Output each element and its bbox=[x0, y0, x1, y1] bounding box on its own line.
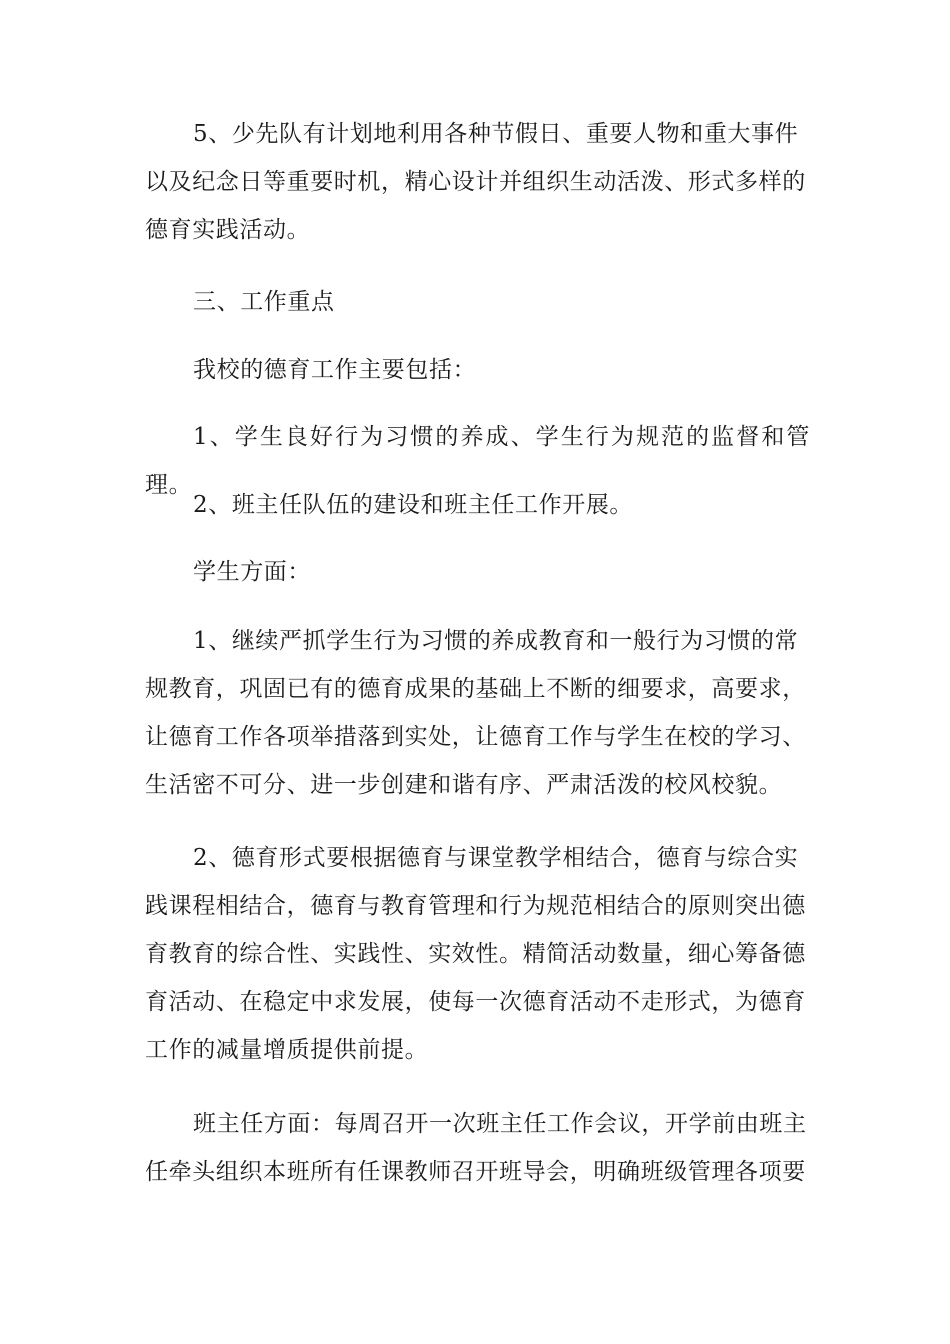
section-heading-work-focus bbox=[145, 278, 810, 326]
paragraph-students-item-2 bbox=[145, 834, 810, 1074]
paragraph-students-item-1 bbox=[145, 617, 810, 809]
text-line: 1、继续严抓学生行为习惯的养成教育和一般行为习惯的常 bbox=[193, 628, 799, 654]
text-line: 班主任方面：每周召开一次班主任工作会议，开学前由班主 bbox=[193, 1111, 807, 1137]
text-line: 育教育的综合性、实践性、实效性。精简活动数量，细心筹备德 bbox=[145, 941, 806, 967]
list-item-2 bbox=[145, 481, 810, 529]
text-line: 2、班主任队伍的建设和班主任工作开展。 bbox=[193, 492, 634, 518]
text-line: 践课程相结合，德育与教育管理和行为规范相结合的原则突出德 bbox=[145, 893, 806, 919]
text-line: 1、学生良好行为习惯的养成、学生行为规范的监督和管理。 bbox=[145, 424, 810, 498]
text-line: 生活密不可分、进一步创建和谐有序、严肃活泼的校风校貌。 bbox=[145, 772, 783, 798]
text-line: 工作的减量增质提供前提。 bbox=[145, 1037, 429, 1063]
text-line: 以及纪念日等重要时机，精心设计并组织生动活泼、形式多样的 bbox=[145, 169, 806, 195]
text-line: 2、德育形式要根据德育与课堂教学相结合，德育与综合实 bbox=[193, 845, 799, 871]
text-line: 我校的德育工作主要包括： bbox=[193, 357, 477, 383]
paragraph-young-pioneers-activities bbox=[145, 110, 810, 254]
text-line: 5、少先队有计划地利用各种节假日、重要人物和重大事件 bbox=[193, 121, 799, 147]
paragraph-head-teachers bbox=[145, 1100, 810, 1196]
text-line: 任牵头组织本班所有任课教师召开班导会，明确班级管理各项要 bbox=[145, 1159, 806, 1185]
text-line: 育活动、在稳定中求发展，使每一次德育活动不走形式，为德育 bbox=[145, 989, 806, 1015]
subheading-students bbox=[145, 548, 810, 596]
paragraph-moral-education-includes bbox=[145, 346, 810, 394]
text-line: 规教育，巩固已有的德育成果的基础上不断的细要求，高要求， bbox=[145, 676, 806, 702]
heading-text: 三、工作重点 bbox=[193, 289, 335, 315]
text-line: 德育实践活动。 bbox=[145, 217, 311, 243]
heading-text: 学生方面： bbox=[193, 559, 311, 585]
text-line: 让德育工作各项举措落到实处，让德育工作与学生在校的学习、 bbox=[145, 724, 806, 750]
